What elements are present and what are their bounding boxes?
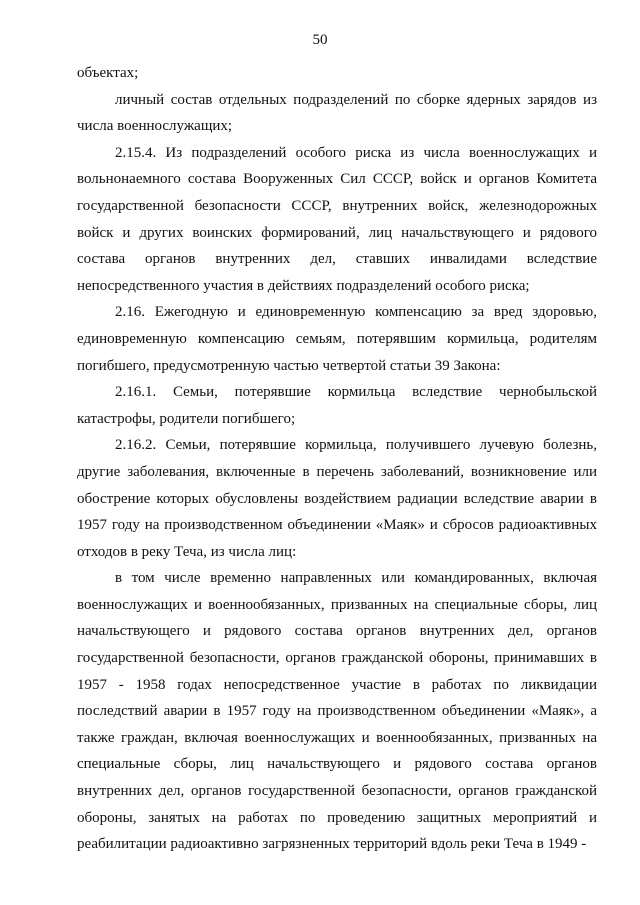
paragraph-mayak-liquidators: в том числе временно направленных или командированных, включая военнослужащих и военнообязанных, призванных на специальные сборы, лиц начальствующего и рядового состава органов внутренних дел, органов государственной безопасности, органов гражданской обороны, принимавших в 1957 - 1958 годах непосредственное участие в работах по ликвидации последствий аварии в 1957 году на производственном объединении «Маяк», а также граждан, включая военнослужащих и военнообязанных, призванных на специальные сборы, лиц начальствующего и рядового состава органов внутренних дел, органов государственной безопасности, органов гражданской обороны, занятых на работах по проведению защитных мероприятий и реабилитации радиоактивно загрязненных территорий вдоль реки Теча в 1949 -	[77, 570, 597, 853]
paragraph-nuclear-assembly-personnel: личный состав отдельных подразделений по сборке ядерных зарядов из числа военнослужащих;	[77, 91, 597, 135]
page-number: 50	[312, 32, 328, 48]
paragraph-2-16-2: 2.16.2. Семьи, потерявшие кормильца, получившего лучевую болезнь, другие заболевания, включенные в перечень заболеваний, возникновение или обострение которых обусловлены воздействием радиации вследствие аварии в 1957 году на производственном объединении «Маяк» и сбросов радиоактивных отходов в реку Теча, из числа лиц:	[77, 437, 597, 560]
paragraph-2-15-4: 2.15.4. Из подразделений особого риска из числа военнослужащих и вольнонаемного состава Вооруженных Сил СССР, войск и органов Комитета государственной безопасности СССР, внутренних войск, железнодорожных войск и других воинских формирований, лиц начальствующего и рядового состава органов внутренних дел, ставших инвалидами вследствие непосредственного участия в действиях подразделений особого риска;	[77, 144, 597, 294]
document-body	[77, 60, 597, 858]
paragraph-2-16: 2.16. Ежегодную и единовременную компенсацию за вред здоровью, единовременную компенсацию семьям, потерявшим кормильца, родителям погибшего, предусмотренную частью четвертой статьи 39 Закона:	[77, 304, 597, 374]
paragraph-continuation-objects: объектах;	[77, 65, 139, 81]
paragraph-2-16-1: 2.16.1. Семьи, потерявшие кормильца вследствие чернобыльской катастрофы, родители погибшего;	[77, 384, 597, 427]
